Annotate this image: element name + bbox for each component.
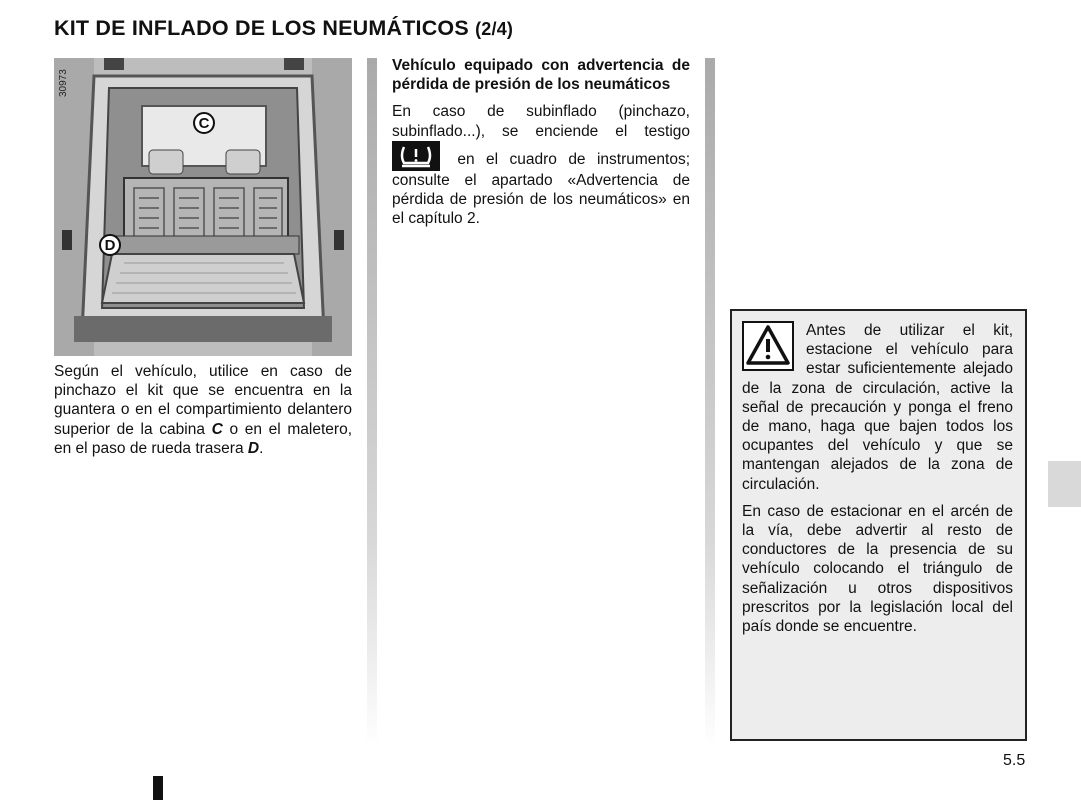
van-cargo-illustration — [54, 58, 352, 356]
callout-c: C — [193, 112, 215, 134]
kit-location-text-2: o en el maletero, en el paso de rueda trasera — [54, 420, 352, 457]
page-title — [54, 16, 513, 41]
column-divider-2 — [705, 58, 715, 748]
crop-mark — [153, 776, 163, 800]
title-page-count: (2/4) — [475, 19, 514, 39]
page-number: 5.5 — [1003, 752, 1026, 769]
title-text: KIT DE INFLADO DE LOS NEUMÁTICOS — [54, 16, 469, 40]
warning-paragraph-2: En caso de estacionar en el arcén de la vía, debe advertir al resto de conductores de la presencia de su vehículo colocando el triángulo de señalización u otros dispositivos prescritos por la legislación local del país donde se encuentre. — [742, 502, 1013, 636]
warning-triangle-icon — [742, 321, 794, 371]
kit-location-text-1: Según el vehículo, utilice en caso de pinchazo el kit que se encuentra en la guantera o en el compartimiento delantero superior de la cabina — [54, 363, 352, 438]
warning-paragraph-1: Antes de utilizar el kit, estacione el vehículo para estar suficientemente alejado de la zona de circulación, active la señal de precaución y ponga el freno de mano, haga que bajen todos los ocupantes del vehículo y que se mantengan alejados de la zona de circulación. — [742, 322, 1013, 493]
tpms-text-2: en el cuadro de instrumentos; consulte el apartado «Advertencia de pérdida de presión de los neumáticos» en el capítulo 2. — [392, 150, 690, 228]
tire-pressure-warning-icon — [392, 141, 440, 171]
tpms-text-1: En caso de subinflado (pinchazo, subinflado...), se enciende el testigo — [392, 103, 690, 140]
chapter-side-tab — [1048, 461, 1081, 507]
kit-location-text-3: . — [259, 439, 264, 457]
tpms-heading: Vehículo equipado con advertencia de pérdida de presión de los neumáticos — [392, 57, 690, 94]
reference-d: D — [247, 439, 260, 457]
figure-number: 30973 — [58, 69, 69, 97]
tpms-paragraph — [392, 102, 690, 228]
warning-box — [730, 309, 1027, 741]
tpms-section — [392, 56, 690, 228]
column-divider-1 — [367, 58, 377, 748]
reference-c: C — [211, 420, 223, 438]
callout-d: D — [99, 234, 121, 256]
kit-location-paragraph — [54, 362, 352, 458]
